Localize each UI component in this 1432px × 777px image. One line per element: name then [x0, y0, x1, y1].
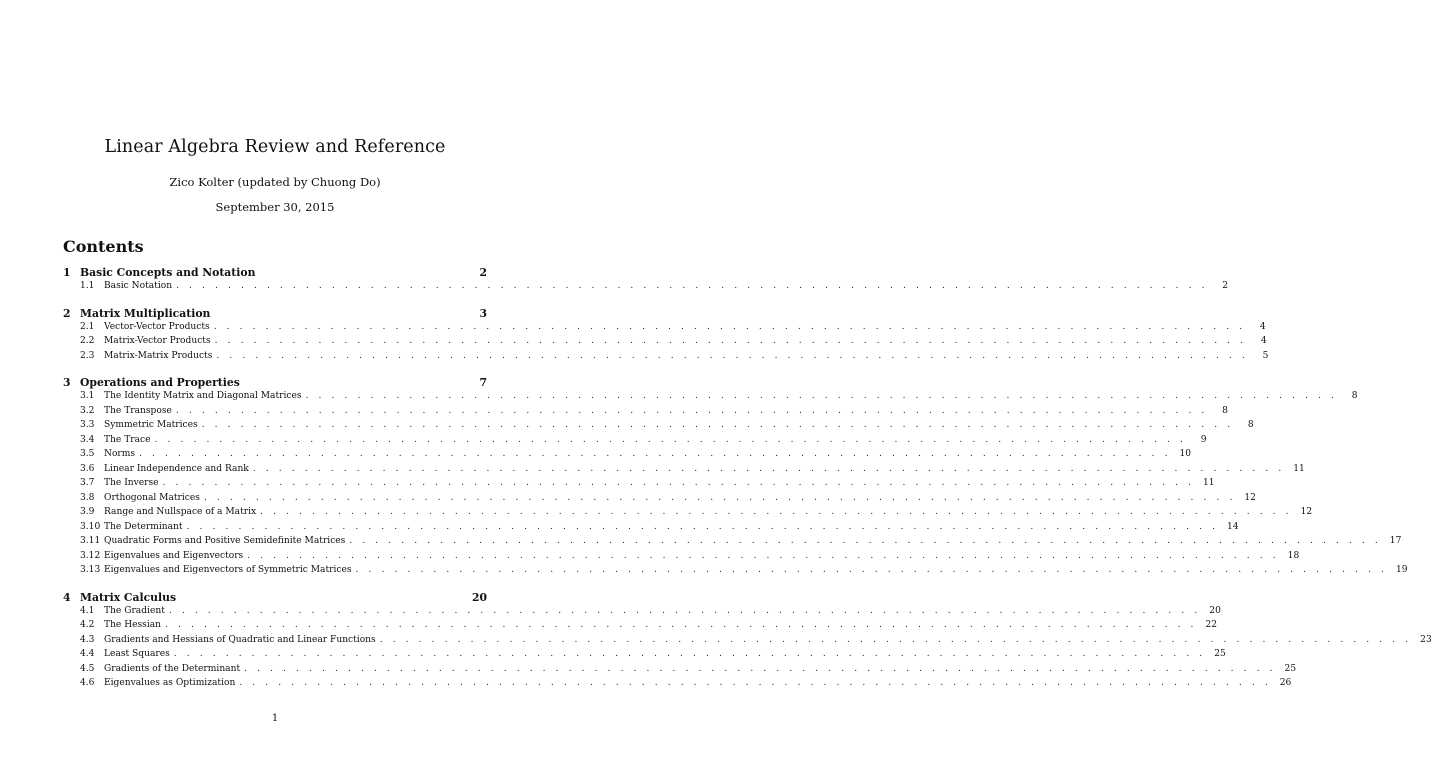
toc-subsection-number: 3.11	[80, 536, 101, 546]
toc-subsection-number: 3.5	[80, 449, 95, 459]
toc-subsection-page: 14	[1227, 521, 1239, 532]
toc-subsection-page: 12	[1300, 507, 1313, 517]
toc-subsection-entry[interactable]	[63, 336, 1267, 351]
toc-leader-dots: . . . . . . . . . . . . . . . . . . . . . . . . . . . . . . . . . . . . . . . . . . . . . . . . . . . . . . . . . . . . . . . . . . . . . . . . . . . . . . . .	[173, 649, 1206, 659]
toc-section-page: 3	[479, 306, 487, 320]
toc-subsection-entry[interactable]	[63, 605, 1221, 621]
toc-subsection-entry[interactable]	[63, 536, 1402, 551]
toc-subsection-number: 4.4	[80, 649, 95, 659]
toc-leader-dots: . . . . . . . . . . . . . . . . . . . . . . . . . . . . . . . . . . . . . . . . . . . . . . . . . . . . . . . . . . . . . . . . . . . . . . . . . . . . . . . .	[214, 336, 1247, 346]
toc-subsection-page: 5	[1262, 350, 1269, 361]
toc-subsection-entry[interactable]	[63, 678, 1292, 693]
toc-leader-dots: . . . . . . . . . . . . . . . . . . . . . . . . . . . . . . . . . . . . . . . . . . . . . . . . . . . . . . . . . . . . . . . . . . . . . . . . . . . . . . . .	[355, 565, 1388, 575]
toc-subsection-entry[interactable]	[63, 492, 1256, 508]
toc-subsection-number: 3.3	[80, 420, 95, 430]
toc-subsection-entry[interactable]	[63, 405, 1228, 421]
toc-subsection-title: The Hessian	[104, 620, 162, 630]
toc-subsection-page: 11	[1293, 463, 1305, 474]
toc-subsection-title: The Identity Matrix and Diagonal Matrices	[104, 391, 302, 401]
contents-heading: Contents	[63, 237, 144, 256]
toc-section-number: 3	[63, 376, 71, 389]
toc-subsection-entry[interactable]	[63, 281, 1229, 296]
toc-subsection-page: 8	[1247, 420, 1254, 430]
toc-section-number: 2	[63, 306, 71, 320]
document-author: Zico Kolter (updated by Chuong Do)	[169, 175, 381, 189]
toc-leader-dots: . . . . . . . . . . . . . . . . . . . . . . . . . . . . . . . . . . . . . . . . . . . . . . . . . . . . . . . . . . . . . . . . . . . . . . . . . . . . . . . .	[186, 521, 1219, 532]
toc-subsection-title: The Inverse	[104, 478, 159, 488]
toc-subsection-number: 2.2	[80, 336, 95, 346]
toc-subsection-number: 4.6	[80, 678, 95, 688]
toc-subsection-page: 12	[1244, 492, 1256, 503]
toc-section-title: Basic Concepts and Notation	[80, 266, 256, 279]
toc-subsection-page: 4	[1259, 321, 1266, 332]
toc-subsection-page: 18	[1287, 550, 1300, 561]
toc-leader-dots: . . . . . . . . . . . . . . . . . . . . . . . . . . . . . . . . . . . . . . . . . . . . . . . . . . . . . . . . . . . . . . . . . . . . . . . . . . . . . . . .	[165, 620, 1198, 630]
toc-subsection-page: 17	[1389, 536, 1402, 546]
toc-subsection-number: 4.2	[80, 620, 95, 630]
toc-section	[63, 306, 1269, 366]
toc-subsection-entry[interactable]	[63, 463, 1305, 479]
toc-leader-dots: . . . . . . . . . . . . . . . . . . . . . . . . . . . . . . . . . . . . . . . . . . . . . . . . . . . . . . . . . . . . . . . . . . . . . . . . . . . . . . . .	[213, 321, 1246, 332]
toc-leader-dots: . . . . . . . . . . . . . . . . . . . . . . . . . . . . . . . . . . . . . . . . . . . . . . . . . . . . . . . . . . . . . . . . . . . . . . . . . . . . . . . .	[244, 663, 1277, 674]
document-title: Linear Algebra Review and Reference	[104, 137, 446, 157]
toc-subsection-title: Least Squares	[104, 649, 170, 659]
toc-subsection-title: Gradients of the Determinant	[104, 663, 241, 674]
toc-subsection-entry[interactable]	[63, 449, 1192, 464]
toc-leader-dots: . . . . . . . . . . . . . . . . . . . . . . . . . . . . . . . . . . . . . . . . . . . . . . . . . . . . . . . . . . . . . . . . . . . . . . . . . . . . . . . .	[175, 405, 1208, 416]
toc-subsection-page: 19	[1395, 565, 1408, 575]
toc-subsection-number: 2.3	[80, 350, 95, 361]
toc-subsection-title: Quadratic Forms and Positive Semidefinite Matrices	[104, 536, 346, 546]
toc-subsection-entry[interactable]	[63, 565, 1408, 580]
toc-subsection-entry[interactable]	[63, 649, 1226, 664]
toc-subsection-page: 4	[1260, 336, 1267, 346]
toc-section-page: 2	[479, 266, 487, 279]
toc-subsection-entry[interactable]	[63, 620, 1218, 635]
toc-leader-dots: . . . . . . . . . . . . . . . . . . . . . . . . . . . . . . . . . . . . . . . . . . . . . . . . . . . . . . . . . . . . . . . . . . . . . . . . . . . . . . . .	[260, 507, 1293, 517]
toc-section	[63, 376, 1408, 580]
toc-subsection-number: 4.5	[80, 663, 95, 674]
toc-subsection-entry[interactable]	[63, 391, 1358, 406]
toc-subsection-title: Symmetric Matrices	[104, 420, 198, 430]
toc-subsection-number: 3.4	[80, 434, 95, 445]
table-of-contents	[63, 266, 1432, 704]
toc-subsection-entry[interactable]	[63, 434, 1207, 450]
toc-subsection-number: 3.13	[80, 565, 101, 575]
toc-subsection-title: Norms	[104, 449, 136, 459]
toc-section-page: 7	[479, 376, 487, 389]
toc-leader-dots: . . . . . . . . . . . . . . . . . . . . . . . . . . . . . . . . . . . . . . . . . . . . . . . . . . . . . . . . . . . . . . . . . . . . . . . . . . . . . . . .	[201, 420, 1234, 430]
toc-subsection-entry[interactable]	[63, 663, 1297, 679]
document-date: September 30, 2015	[215, 200, 335, 214]
toc-leader-dots: . . . . . . . . . . . . . . . . . . . . . . . . . . . . . . . . . . . . . . . . . . . . . . . . . . . . . . . . . . . . . . . . . . . . . . . . . . . . . . . .	[379, 634, 1412, 645]
toc-subsection-entry[interactable]	[63, 321, 1266, 337]
toc-subsection-page: 26	[1279, 678, 1292, 688]
toc-subsection-entry[interactable]	[63, 507, 1313, 522]
toc-subsection-page: 8	[1222, 405, 1228, 416]
toc-leader-dots: . . . . . . . . . . . . . . . . . . . . . . . . . . . . . . . . . . . . . . . . . . . . . . . . . . . . . . . . . . . . . . . . . . . . . . . . . . . . . . . .	[349, 536, 1382, 546]
toc-subsection-page: 20	[1209, 605, 1221, 616]
toc-subsection-title: Eigenvalues as Optimization	[104, 678, 236, 688]
toc-subsection-page: 8	[1351, 391, 1358, 401]
toc-leader-dots: . . . . . . . . . . . . . . . . . . . . . . . . . . . . . . . . . . . . . . . . . . . . . . . . . . . . . . . . . . . . . . . . . . . . . . . . . . . . . . . .	[203, 492, 1236, 503]
toc-subsection-number: 4.1	[80, 605, 95, 616]
toc-subsection-entry[interactable]	[63, 634, 1432, 650]
toc-subsection-entry[interactable]	[63, 420, 1254, 435]
toc-subsection-page: 25	[1214, 649, 1226, 659]
toc-subsection-number: 3.12	[80, 550, 101, 561]
toc-subsection-title: Range and Nullspace of a Matrix	[104, 507, 257, 517]
toc-subsection-title: The Determinant	[104, 521, 183, 532]
toc-subsection-number: 3.10	[80, 521, 101, 532]
toc-subsection-entry[interactable]	[63, 521, 1239, 537]
toc-leader-dots: . . . . . . . . . . . . . . . . . . . . . . . . . . . . . . . . . . . . . . . . . . . . . . . . . . . . . . . . . . . . . . . . . . . . . . . . . . . . . . . .	[305, 391, 1338, 401]
toc-subsection-title: Gradients and Hessians of Quadratic and Linear Functions	[104, 634, 376, 645]
toc-subsection-title: Eigenvalues and Eigenvectors	[104, 550, 244, 561]
toc-subsection-title: The Trace	[104, 434, 151, 445]
toc-subsection-page: 22	[1205, 620, 1218, 630]
toc-section-title: Operations and Properties	[80, 376, 240, 389]
toc-section-number: 4	[63, 590, 71, 604]
toc-section-entry[interactable]	[63, 266, 487, 281]
toc-subsection-title: Vector-Vector Products	[104, 321, 210, 332]
toc-section-entry[interactable]	[63, 307, 487, 322]
toc-leader-dots: . . . . . . . . . . . . . . . . . . . . . . . . . . . . . . . . . . . . . . . . . . . . . . . . . . . . . . . . . . . . . . . . . . . . . . . . . . . . . . . .	[176, 281, 1209, 291]
toc-subsection-number: 3.9	[80, 507, 95, 517]
toc-leader-dots: . . . . . . . . . . . . . . . . . . . . . . . . . . . . . . . . . . . . . . . . . . . . . . . . . . . . . . . . . . . . . . . . . . . . . . . . . . . . . . . .	[154, 434, 1187, 445]
toc-section-entry[interactable]	[63, 376, 487, 391]
toc-subsection-page: 10	[1179, 449, 1192, 459]
toc-subsection-page: 23	[1420, 634, 1432, 645]
toc-subsection-title: Basic Notation	[104, 281, 173, 291]
toc-subsection-number: 3.8	[80, 492, 95, 503]
toc-subsection-title: Linear Independence and Rank	[104, 463, 249, 474]
toc-subsection-number: 3.6	[80, 463, 95, 474]
toc-section	[63, 266, 1229, 296]
toc-subsection-page: 11	[1203, 478, 1215, 488]
toc-leader-dots: . . . . . . . . . . . . . . . . . . . . . . . . . . . . . . . . . . . . . . . . . . . . . . . . . . . . . . . . . . . . . . . . . . . . . . . . . . . . . . . .	[139, 449, 1172, 459]
toc-leader-dots: . . . . . . . . . . . . . . . . . . . . . . . . . . . . . . . . . . . . . . . . . . . . . . . . . . . . . . . . . . . . . . . . . . . . . . . . . . . . . . . .	[168, 605, 1201, 616]
toc-section-page: 20	[471, 590, 487, 604]
toc-section-entry[interactable]	[63, 591, 487, 606]
toc-leader-dots: . . . . . . . . . . . . . . . . . . . . . . . . . . . . . . . . . . . . . . . . . . . . . . . . . . . . . . . . . . . . . . . . . . . . . . . . . . . . . . . .	[252, 463, 1285, 474]
toc-subsection-title: The Gradient	[104, 605, 165, 616]
toc-subsection-entry[interactable]	[63, 478, 1215, 493]
toc-subsection-title: Matrix-Vector Products	[104, 336, 211, 346]
toc-leader-dots: . . . . . . . . . . . . . . . . . . . . . . . . . . . . . . . . . . . . . . . . . . . . . . . . . . . . . . . . . . . . . . . . . . . . . . . . . . . . . . . .	[239, 678, 1272, 688]
toc-section	[63, 590, 1432, 693]
toc-subsection-page: 2	[1222, 281, 1229, 291]
toc-subsection-title: The Transpose	[104, 405, 172, 416]
toc-subsection-entry[interactable]	[63, 350, 1269, 366]
toc-subsection-number: 1.1	[80, 281, 95, 291]
toc-section-number: 1	[63, 266, 71, 279]
toc-subsection-title: Matrix-Matrix Products	[104, 350, 213, 361]
toc-subsection-page: 9	[1200, 434, 1207, 445]
toc-subsection-number: 4.3	[80, 634, 95, 645]
toc-subsection-number: 2.1	[80, 321, 95, 332]
toc-subsection-entry[interactable]	[63, 550, 1300, 566]
toc-subsection-title: Eigenvalues and Eigenvectors of Symmetric Matrices	[104, 565, 352, 575]
toc-leader-dots: . . . . . . . . . . . . . . . . . . . . . . . . . . . . . . . . . . . . . . . . . . . . . . . . . . . . . . . . . . . . . . . . . . . . . . . . . . . . . . . .	[216, 350, 1249, 361]
page-number: 1	[271, 713, 279, 724]
toc-subsection-number: 3.1	[80, 391, 95, 401]
toc-subsection-number: 3.2	[80, 405, 95, 416]
toc-subsection-title: Orthogonal Matrices	[104, 492, 200, 503]
toc-leader-dots: . . . . . . . . . . . . . . . . . . . . . . . . . . . . . . . . . . . . . . . . . . . . . . . . . . . . . . . . . . . . . . . . . . . . . . . . . . . . . . . .	[162, 478, 1195, 488]
toc-subsection-number: 3.7	[80, 478, 95, 488]
toc-subsection-page: 25	[1284, 663, 1297, 674]
toc-section-title: Matrix Calculus	[80, 590, 177, 604]
toc-leader-dots: . . . . . . . . . . . . . . . . . . . . . . . . . . . . . . . . . . . . . . . . . . . . . . . . . . . . . . . . . . . . . . . . . . . . . . . . . . . . . . . .	[247, 550, 1280, 561]
toc-section-title: Matrix Multiplication	[80, 306, 211, 320]
